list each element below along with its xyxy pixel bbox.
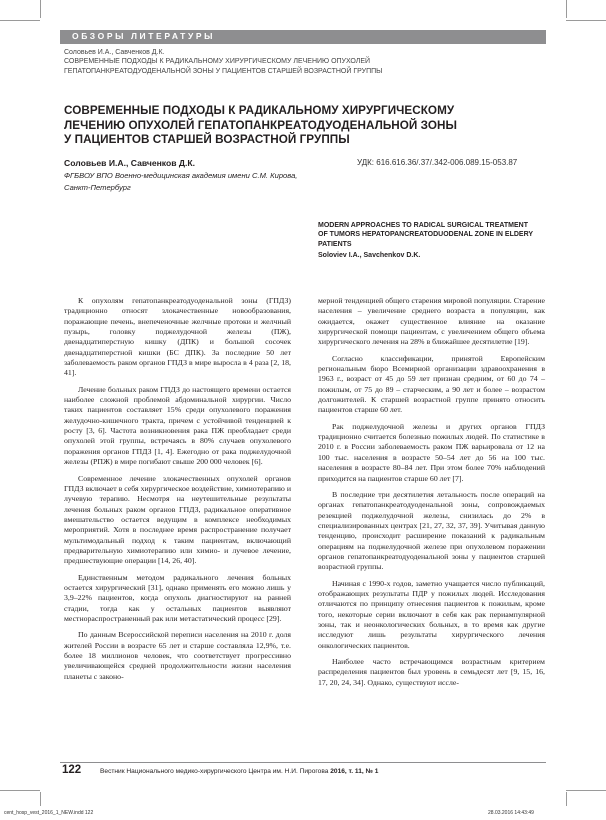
english-title-line: OF TUMORS HEPATOPANCREATODUODENAL ZONE IN ELDERY (318, 231, 534, 239)
english-authors: Soloviev I.A., Savchenkov D.K. (318, 252, 421, 259)
paragraph: Лечение больных раком ГПДЗ до настоящего времени остается наиболее сложной проблемой абдоминальной хирургии. Число таких пациентов составляет 15% среди опухолевого поражения желудочно-кишечного тракта, причем с устойчивой тенденцией к росту [3, 6]. Частота возникновения рака ПЖ преобладает среди опухолей этой группы, встречаясь в 80% случаев опухолевого поражения органов ГПДЗ [1, 4]. Ежегодно от рака поджелудочной железы (РПЖ) в мире погибают свыше 200 000 человек [6]. (64, 384, 291, 467)
article-authors: Соловьев И.А., Савченков Д.К. (64, 158, 196, 168)
paragraph: К опухолям гепатопанкреатодуоденальной зоны (ГПДЗ) традиционно относят злокачественные новообразования, поражающие печень, внепеченочные желчные протоки и желчный пузырь, головку поджелудочной железы (ПЖ), двенадцатиперстную кишку (ДПК) и большой сосочек двенадцатиперстной кишки (БС ДПК). За последние 50 лет заболеваемость раком органов ГПДЗ в мире выросла в 4 раза [2, 18, 41]. (64, 296, 291, 378)
english-title-line: MODERN APPROACHES TO RADICAL SURGICAL TREATMENT (318, 222, 529, 229)
paragraph: По данным Всероссийской переписи населения на 2010 г. доля жителей России в возрасте 65 лет и старше составляла 12,9%, т.е. более 18 миллионов человек, что соответствует прогрессивно увеличивающейся средней продолжительности жизни населения планеты с законо- (64, 630, 291, 681)
journal-name: Вестник Национального медико-хирургического Центра им. Н.И. Пирогова (100, 768, 329, 775)
print-slug-file: cent_hosp_vest_2016_1_NEW.indd 122 (4, 810, 94, 816)
footer-rule (60, 762, 546, 763)
crop-mark (566, 0, 567, 18)
english-title-line: PATIENTS (318, 240, 352, 248)
print-slug-date: 28.03.2016 14:43:49 (488, 810, 534, 816)
paragraph: В последние три десятилетия летальность после операций на органах гепатопанкреатодуоденальной зоны, сопровождаемых резекцией поджелудочной железы, снизилась до 2% в специализированных центрах [21, 27, 32, 37, 39]. Учитывая данную тенденцию, происходит расширение показаний к радикальным операциям на поджелудочной железе при опухолевом поражении органов гепатопанкреатодуоденальной зоны у пациентов старшей возрастной группы. (318, 489, 545, 572)
crop-mark (566, 792, 567, 806)
paragraph: Рак поджелудочной железы и других органов ГПДЗ традиционно считается болезнью пожилых людей. По статистике в 2010 г. в России заболеваемость раком ПЖ варьировала от 12 на 100 тыс. населения в возрасте 50–54 лет до 56 на 100 тыс. населения в возрасте 80–84 лет. При этом более 70% наблюдений приходится на пациентов старше 60 лет [7]. (318, 421, 545, 483)
paragraph: Современное лечение злокачественных опухолей органов ГПДЗ включает в себя хирургическое воздействие, химиотерапию и лучевую терапию. Несмотря на неутешительные результаты лечения больных раком органов ГПДЗ, радикальное оперативное вмешательство остается ведущим в комплексе необходимых мероприятий. Хотя в последнее время распространение получает мультимодальный подход к таким пациентам, включающий предварительную химиотерапию или химио- и лучевое лечение, предшествующие операции [14, 26, 40]. (64, 473, 291, 566)
paragraph: Начиная с 1990-х годов, заметно учащается число публикаций, отображающих результаты ПДР у пожилых людей. Исследования отличаются по принципу отнесения пациентов к пожилым, кроме того, некоторые серии включают в себя как рак периампулярной зоны, так и неонкологических больных, в то время как другие исследуют лишь результаты хирургического лечения онкологических пациентов. (318, 578, 545, 650)
page-number: 122 (62, 764, 82, 776)
body-column-left (64, 296, 291, 682)
crop-mark (0, 790, 40, 791)
article-title (64, 104, 544, 148)
affiliation (64, 170, 304, 193)
crop-mark (0, 20, 40, 21)
journal-issue: 2016, т. 11, № 1 (330, 768, 379, 775)
paragraph: Согласно классификации, принятой Европейским региональным бюро Всемирной организации здравоохранения в 1963 г., возраст от 45 до 59 лет признан средним, от 60 до 74 – пожилым, от 75 до 89 – старческим, а 90 лет и более – возрастом долгожителей. К старшей возрастной группе принято относить пациентов старше 60 лет. (318, 353, 545, 415)
paragraph: мерной тенденцией общего старения мировой популяции. Старение населения – увеличение среднего возраста в популяции, как ожидается, окажет существенное влияние на оказание хирургической помощи пациентам, с увеличением общего объема хирургического лечения на 28% в ближайшее десятилетие [19]. (318, 296, 545, 347)
paragraph: Наиболее часто встречающимся возрастным критерием распределения пациентов был уровень в семьдесят лет [9, 15, 16, 17, 20, 24, 34]. Однако, существуют иссле- (318, 657, 545, 687)
affiliation-line: Санкт-Петербург (64, 182, 131, 192)
paragraph: Единственным методом радикального лечения больных остается хирургический [31], однако применять его можно лишь у 3,9–22% пациентов, когда опухоль диагностируют на ранней стадии, тогда как у остальных пациентов выявляют местнораспространенный рак или метастатический процесс [29]. (64, 572, 291, 623)
crop-mark (40, 0, 41, 18)
body-column-right (318, 296, 545, 688)
crop-mark (40, 792, 41, 806)
section-header-band (60, 30, 546, 44)
udk-code: УДК: 616.616.36/.37/.342-006.089.15-053.87 (357, 158, 518, 167)
affiliation-line: ФГБВОУ ВПО Военно-медицинская академия имени С.М. Кирова, (64, 171, 298, 180)
article-title-line: ЛЕЧЕНИЮ ОПУХОЛЕЙ ГЕПАТОПАНКРЕАТОДУОДЕНАЛЬНОЙ ЗОНЫ (64, 118, 458, 132)
crop-mark (566, 20, 606, 21)
crop-mark (566, 790, 606, 791)
running-authors: Соловьев И.А., Савченков Д.К. (64, 49, 165, 56)
running-title-line: ГЕПАТОПАНКРЕАТОДУОДЕНАЛЬНОЙ ЗОНЫ У ПАЦИЕНТОВ СТАРШЕЙ ВОЗРАСТНОЙ ГРУППЫ (64, 67, 383, 75)
article-title-line: У ПАЦИЕНТОВ СТАРШЕЙ ВОЗРАСТНОЙ ГРУППЫ (64, 133, 350, 147)
article-title-line: СОВРЕМЕННЫЕ ПОДХОДЫ К РАДИКАЛЬНОМУ ХИРУРГИЧЕСКОМУ (64, 104, 455, 117)
journal-footer (100, 768, 378, 775)
section-label: ОБЗОРЫ ЛИТЕРАТУРЫ (72, 31, 216, 41)
english-title (318, 221, 544, 249)
running-title-line: СОВРЕМЕННЫЕ ПОДХОДЫ К РАДИКАЛЬНОМУ ХИРУРГИЧЕСКОМУ ЛЕЧЕНИЮ ОПУХОЛЕЙ (64, 58, 371, 66)
running-header (64, 48, 544, 76)
